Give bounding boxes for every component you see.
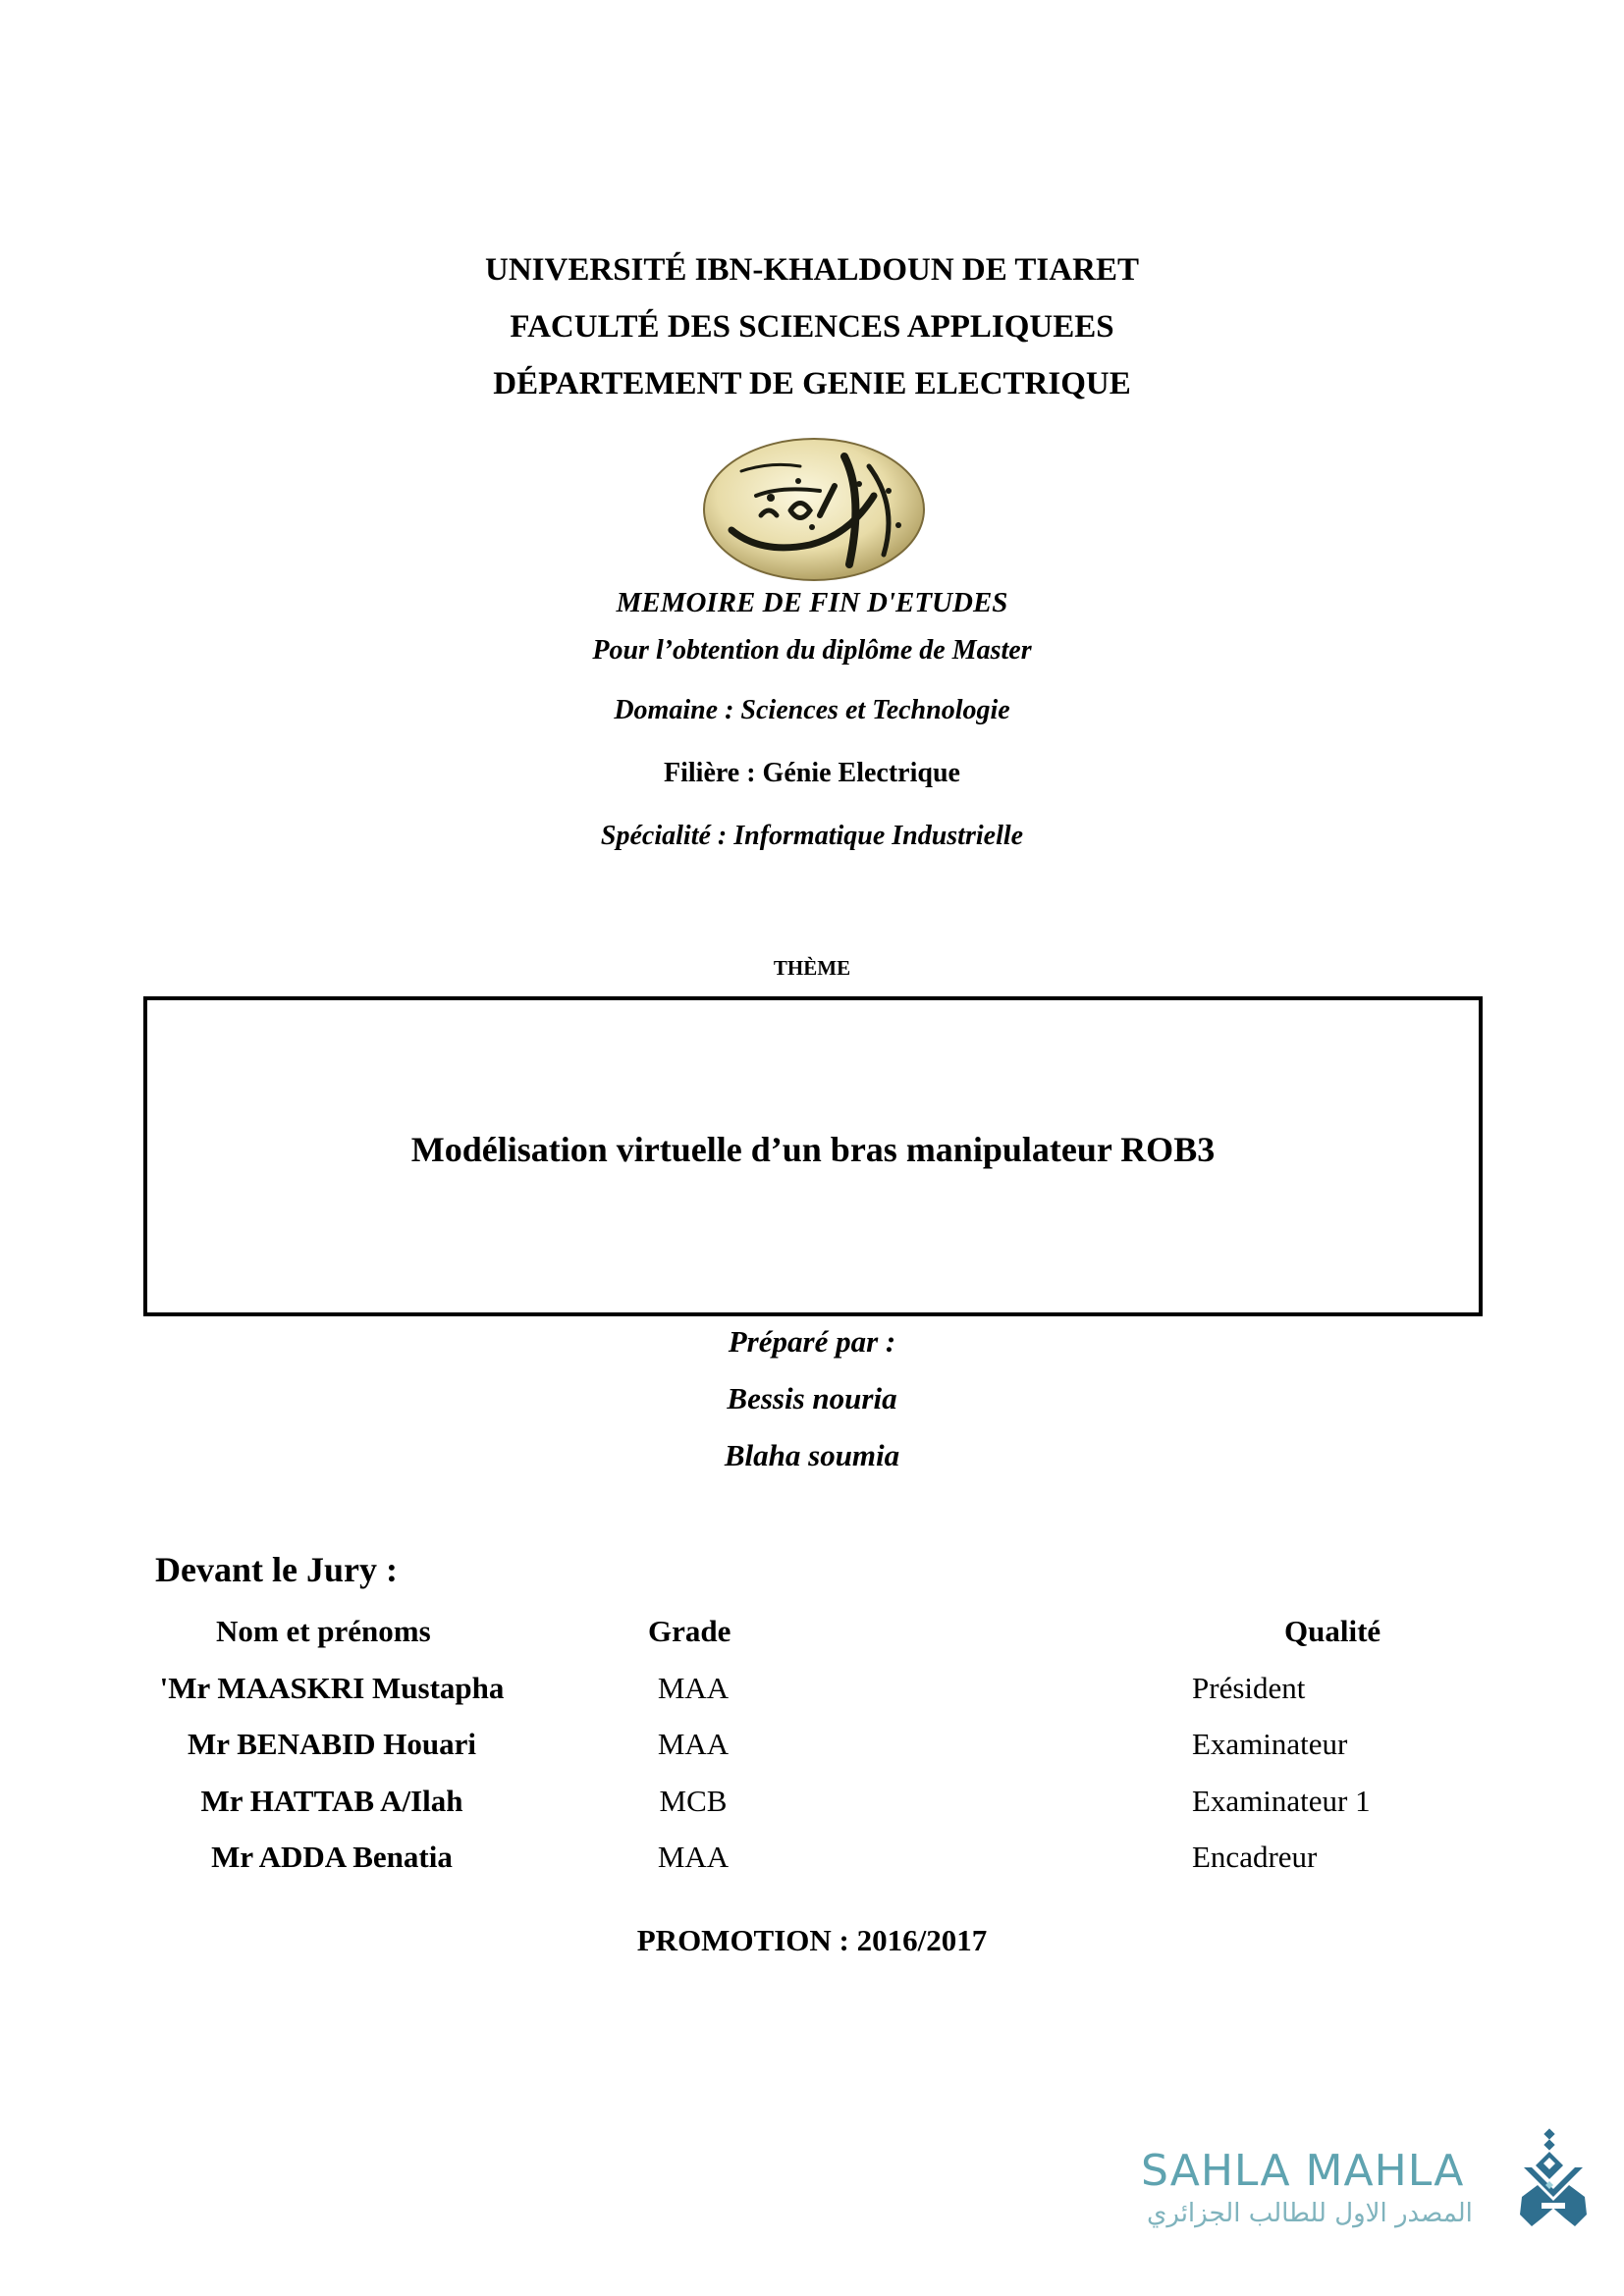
jury-member-name: 'Mr MAASKRI Mustapha <box>159 1671 505 1705</box>
column-header-name: Nom et prénoms <box>216 1614 431 1648</box>
jury-title: Devant le Jury : <box>155 1550 398 1589</box>
prepared-by-label: Préparé par : <box>728 1324 896 1359</box>
jury-member-name: Mr BENABID Houari <box>188 1727 476 1761</box>
sahla-mahla-logo-icon <box>1514 2128 1593 2238</box>
author-name: Bessis nouria <box>727 1381 897 1415</box>
jury-member-grade: MAA <box>657 1840 730 1874</box>
jury-member-role: Examinateur 1 <box>1192 1784 1371 1818</box>
column-header-quality: Qualité <box>1284 1614 1381 1648</box>
university-seal-icon <box>702 437 926 582</box>
jury-member-name: Mr HATTAB A/Ilah <box>200 1784 463 1818</box>
faculty-name: FACULTÉ DES SCIENCES APPLIQUEES <box>510 309 1114 345</box>
theme-label: THÈME <box>773 956 851 980</box>
sahla-mahla-watermark <box>1139 2128 1624 2256</box>
theme-box <box>143 996 1483 1316</box>
thesis-domain: Domaine : Sciences et Technologie <box>614 695 1010 725</box>
author-name: Blaha soumia <box>724 1438 900 1472</box>
jury-member-grade: MAA <box>657 1671 730 1705</box>
thesis-title: Modélisation virtuelle d’un bras manipulateur ROB3 <box>410 1130 1216 1169</box>
jury-member-role: Examinateur <box>1192 1727 1348 1761</box>
jury-member-role: Président <box>1192 1671 1306 1705</box>
thesis-field: Filière : Génie Electrique <box>664 758 960 788</box>
promotion-year: PROMOTION : 2016/2017 <box>636 1923 988 1957</box>
thesis-purpose: Pour l’obtention du diplôme de Master <box>592 635 1032 666</box>
jury-member-grade: MCB <box>659 1784 728 1818</box>
jury-member-name: Mr ADDA Benatia <box>211 1840 453 1874</box>
watermark-tagline: المصدر الاول للطالب الجزائري <box>1147 2199 1473 2228</box>
department-name: DÉPARTEMENT DE GENIE ELECTRIQUE <box>493 366 1131 401</box>
university-name: UNIVERSITÉ IBN-KHALDOUN DE TIARET <box>485 252 1139 288</box>
column-header-grade: Grade <box>648 1614 731 1648</box>
thesis-type: MEMOIRE DE FIN D'ETUDES <box>616 587 1008 618</box>
thesis-specialty: Spécialité : Informatique Industrielle <box>600 821 1024 851</box>
jury-member-grade: MAA <box>657 1727 730 1761</box>
jury-member-role: Encadreur <box>1192 1840 1318 1874</box>
watermark-brand: SAHLA MAHLA <box>1141 2146 1465 2196</box>
